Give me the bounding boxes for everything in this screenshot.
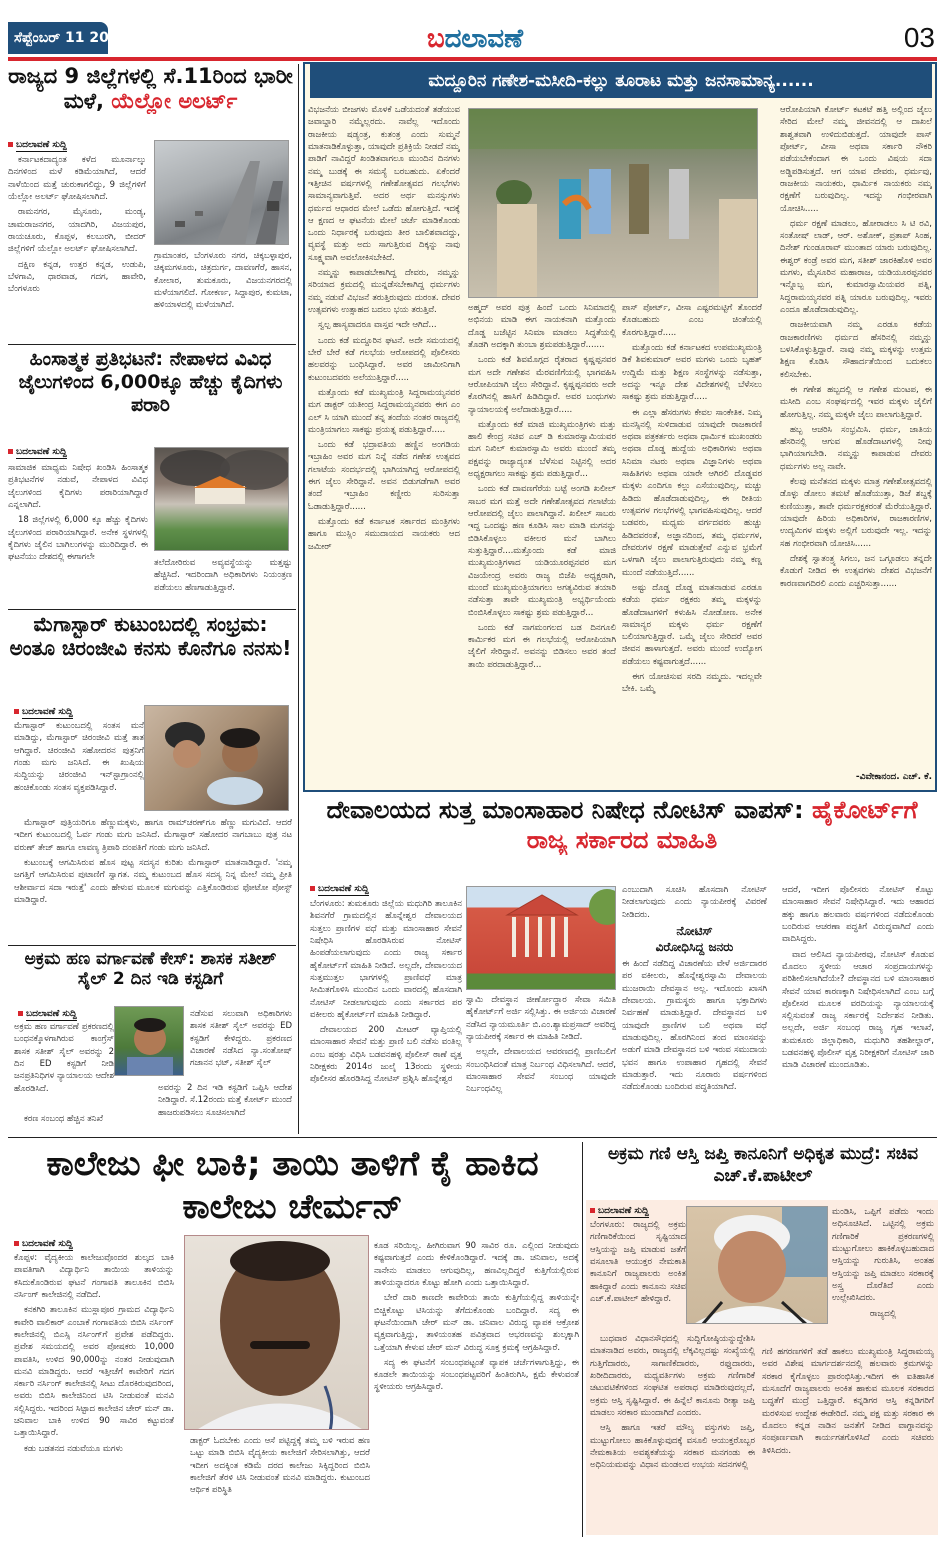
article-body-col4 [782,884,934,1128]
portrait-graphic [687,1207,828,1324]
sail-portrait [114,1006,184,1076]
column-divider [582,1142,583,1537]
newspaper-logo [360,22,590,56]
paragraph: ಸದ್ಯ ಈ ಘಟನೆಗೆ ಸಂಬಂಧಪಟ್ಟಂತೆ ವ್ಯಾಪಕ ಚರ್ಚೆಗಳಾಗುತ್ತಿದ್ದು, ಈ ಕೂಡಲೇ ತಾಯಿಯನ್ನು ಸಂಬಂಧಪಟ್ಟವರಿಗೆ ಹಿಂತಿರುಗಿಸಿ, ಕ್ಷಮೆ ಕೇಳುವಂತೆ ಸ್ಥಳೀಯರು ಆಗ್ರಹಿಸಿದ್ದಾರೆ. [374,1357,579,1393]
byline: ಬದಲಾವಣೆ ಸುದ್ದಿ [14,707,73,717]
bullet-icon [310,886,315,891]
article-body-col2 [190,1008,292,1080]
paragraph: ಮತ್ತೊಂದು ಕಡೆ ಕರ್ನಾಟಕ ಸರ್ಕಾರದ ಮಂತ್ರಿಗಳು ಹಾಗೂ ಮುಸ್ಲಿಂ ಸಮುದಾಯದ ನಾಯಕರು ಆದ ಜಮೀರ್ [308,517,460,552]
masthead-rule [8,57,937,61]
paragraph: ಈಗ ಯೋಚಿಸುವ ಸರದಿ ನಮ್ಮದು. ಇದಲ್ಲವೇ ಬೇಕಿ. ಒಮ್ಮೆ [622,672,762,695]
article-body-col2 [466,994,616,1128]
paragraph: ರಾಮನಗರ, ಮೈಸೂರು, ಮಂಡ್ಯ, ಚಾಮರಾಜನಗರ, ಯಾದಗಿರಿ, ವಿಜಯಪುರ, ರಾಯಚೂರು, ಕೊಪ್ಪಳ, ಕಲಬುರಗಿ, ಬೀದರ್ ಜಿಲ್ಲೆಗಳಿಗೆ ಯೆಲ್ಲೋ ಅಲರ್ಟ್ ಘೋಷಿಸಲಾಗಿದೆ. [8,207,146,255]
hair-shape [230,1241,330,1281]
car-shape [175,221,185,227]
editorial-title: ಮದ್ದೂರಿನ ಗಣೇಶ-ಮಸೀದಿ-ಕಲ್ಲು ತೂರಾಟ ಮತ್ತು ಜನಸಾಮಾನ್ಯ...... [310,64,932,98]
shirt-shape [127,1057,173,1076]
paragraph: ಗಣಿ ಹಗರಣಗಳಿಗೆ ತಡೆ ಹಾಕಲು ಮುಖ್ಯಮಂತ್ರಿ ಸಿದ್ದರಾಮಯ್ಯ ಅವರ ವಿಶೇಷ ಮಾರ್ಗದರ್ಶನದಲ್ಲಿ ಹಲವಾರು ಕ್ರಮಗಳನ್ನು ಸರಕಾರ ಕೈಗೊಳ್ಳಲು ಪ್ರಾರಂಭಿಸಿತ್ತು.ಇದೀಗ ಈ ಐತಿಹಾಸಿಕ ಮಸೂದೆಗೆ ರಾಜ್ಯಪಾಲರು ಅಂಕಿತ ಹಾಕುವ ಮೂಲಕ ಸರಕಾರದ ಬದ್ಧತೆಗೆ ಮುದ್ರೆ ಒತ್ತಿದ್ದಾರೆ. ಕನ್ನಡಿಗರ ಆಸ್ತಿ ಕನ್ನಡಿಗರಿಗೆ ಮರಳಿಸುವ ಉದ್ದೇಶ ಈಡೇರಿದೆ. ನಮ್ಮ ಪಕ್ಷ ಮತ್ತು ಸರಕಾರ ಈ ಮೊದಲು ಕನ್ನಡ ನಾಡಿನ ಜನತೆಗೆ ನೀಡಿದ ವಾಗ್ದಾನವನ್ನು ಸಂಪೂರ್ಣವಾಗಿ ಕಾರ್ಯಗತಗೊಳಿಸಿದೆ ಎಂದು ಸಚಿವರು ತಿಳಿಸಿದರು. [762,1347,934,1456]
clash-graphic [469,109,758,298]
paragraph: ಅಲ್ಲದೇ, ದೇವಾಲಯದ ಆವರಣದಲ್ಲಿ ಪ್ರಾಣಿಬಲಿಗೆ ಸಂಬಂಧಿಸಿದಂತೆ ಮಾತ್ರ ನಿರ್ಬಂಧ ವಿಧಿಸಲಾಗಿದೆ. ಆದರೆ, ಮಾಂಸಾಹಾರ ಸೇವನೆ ಸಂಬಂಧ ಯಾವುದೇ ನಿರ್ಬಂಧವಿಲ್ಲ [466,1047,616,1095]
subheading-line: ನೋಟಿಸ್ [676,924,713,938]
headline-nepal: ಹಿಂಸಾತ್ಮಕ ಪ್ರತಿಭಟನೆ: ನೇಪಾಳದ ವಿವಿಧ ಜೈಲುಗಳಿಂದ 6,000ಕ್ಕೂ ಹೆಚ್ಚು ಕೈದಿಗಳು ಪರಾರಿ [18,348,283,416]
paragraph: ಸ್ವಲ್ಪ ಹಾಸ್ಯವಾದರೂ ವಾಸ್ತವ ಇದೇ ಆಗಿದೆ... [318,320,437,331]
logo-first-letter: ಬ [426,24,445,54]
headline-temple [306,795,938,855]
paragraph: ಮತ್ತೊಂದು ಕಡೆ ಮಾಜಿ ಮುಖ್ಯಮಂತ್ರಿಗಳು ಮತ್ತು ಹಾಲಿ ಕೇಂದ್ರ ಸಚಿವ ಎಚ್ ಡಿ ಕುಮಾರಸ್ವಾಮಿಯವರ ಮಗ ನಿಖಿಲ್ ಕುಮಾರಸ್ವಾಮಿ ಅವರು ಮುಂದೆ ತಮ್ಮ ಪಕ್ಷವನ್ನು ರಾಜ್ಯಾದ್ಯಂತ ಬೆಳೆಸುವ ನಿಟ್ಟಿನಲ್ಲಿ ಅದರ ಅಧ್ಯಕ್ಷರಾಗಲು ಸಾಕಷ್ಟು ಶ್ರಮ ಪಡುತ್ತಿದ್ದಾರೆ... [468,419,616,480]
issue-date: ಸೆಪ್ಟೆಂಬರ್ 11 2025 [8,22,108,54]
byline: ಬದಲಾವಣೆ ಸುದ್ದಿ [18,1009,77,1019]
paragraph: ಈ ಗಣೇಶ ಹಬ್ಬದಲ್ಲಿ ಆ ಗಣೇಶ ಮಂಟಪ, ಈ ಮಸೀದಿ ಎಂಬ ಸಂಘರ್ಷದಲ್ಲಿ ಇವರ ಮಕ್ಕಳು ಜೈಲಿಗೆ ಹೋಗುತ್ತಿಲ್ಲ. ನಮ್ಮ ಮಕ್ಕಳೇ ಜೈಲು ಪಾಲಾಗುತ್ತಿದ್ದಾರೆ. [780,384,932,420]
paragraph: ಎಂಬುದಾಗಿ ಸೂಚಿಸಿ ಹೊಸದಾಗಿ ನೋಟಿಸ್ ನೀಡಲಾಗುವುದು ಎಂದು ನ್ಯಾಯಪೀಠಕ್ಕೆ ವಿವರಣೆ ನೀಡಿದರು. [622,885,767,920]
paragraph: ಕೆಲವು ಮನೆತನದ ಮಕ್ಕಳು ಮಾತ್ರ ಗಣೇಶೋತ್ಸವದಲ್ಲಿ ಡೊಳ್ಳು ಡೋಲು ತಮಟೆ ಹೊಡೆಯುತ್ತಾ, ಡಿಜೆ ಶಬ್ದಕ್ಕೆ ಕುಣಿಯುತ್ತಾ, ತಾವೇ ಧರ್ಮರಕ್ಷಕರಂತೆ ಮೆರೆಯುತ್ತಿದ್ದಾರೆ. ಯಾವುದೇ ಹಿರಿಯ ಅಧಿಕಾರಿಗಳ, ರಾಜಕಾರಣಿಗಳ, ಉದ್ಯಮಿಗಳ ಮಕ್ಕಳು ಅಲ್ಲಿಗೆ ಬರುವುದೇ ಇಲ್ಲ. ಇದನ್ನು ಸಹ ಗಂಭೀರವಾಗಿ ಯೋಚಿಸಿ...... [780,477,932,549]
headline-patil: ಅಕ್ರಮ ಗಣಿ ಆಸ್ತಿ ಜಪ್ತಿ ಕಾನೂನಿಗೆ ಅಧಿಕೃತ ಮುದ್ರೆ: ಸಚಿವ ಎಚ್.ಕೆ.ಪಾಟೀಲ್ [607,1144,919,1187]
article-body-col1 [8,462,148,602]
paragraph: ಮತ್ತೊಂದು ಕಡೆ ಕರ್ನಾಟಕದ ಉಪಮುಖ್ಯಮಂತ್ರಿ ಡಿಕೆ ಶಿವಕುಮಾರ್ ಅವರ ಮಗಳು ಒಂದು ಬೃಹತ್ ಉದ್ದಿಮೆ ಮತ್ತು ಶಿಕ್ಷಣ ಸಂಸ್ಥೆಗಳನ್ನು ನಡೆಸುತ್ತಾ, ಅದನ್ನು ಇನ್ನೂ ದೇಶ ವಿದೇಶಗಳಲ್ಲಿ ಬೆಳೆಸಲು ಸಾಕಷ್ಟು ಶ್ರಮ ಪಡುತ್ತಿದ್ದಾರೆ..... [622,342,762,403]
headline-highlight: ಯೆಲ್ಲೋ ಅಲರ್ಟ್ [111,89,238,114]
headline-college: ಕಾಲೇಜು ಫೀ ಬಾಕಿ; ತಾಯಿ ತಾಳಿಗೆ ಕೈ ಹಾಕಿದ ಕಾಲೇಜು ಚೇರ್ಮನ್ [46,1144,539,1227]
paragraph: ಈ ಹಿಂದೆ ನಡೆದಿದ್ದ ವಿಚಾರಣೆಯ ವೇಳೆ ಅರ್ಜಿದಾರರ ಪರ ವಕೀಲರು, ಹೊನ್ನೇಶ್ವರಸ್ವಾಮಿ ದೇವಾಲಯ ಮುಜರಾಯಿ ದೇವಸ್ಥಾನ ಅಲ್ಲ. ಇದೊಂದು ಖಾಸಗಿ ದೇವಾಲಯ. ಗ್ರಾಮಸ್ಥರು ಹಾಗೂ ಭಕ್ತಾದಿಗಳು ನಿರ್ವಹಣೆ ಮಾಡುತ್ತಿದ್ದಾರೆ. ದೇವಸ್ಥಾನದ ಬಳಿ ಯಾವುದೇ ಪ್ರಾಣಿಗಳ ಬಲಿ ಅಥವಾ ವಧೆ ಮಾಡುವುದಿಲ್ಲ. ಹೊರಗಿನಿಂದ ತಂದ ಮಾಂಸವನ್ನು ಅಡುಗೆ ಮಾಡಿ ದೇವಸ್ಥಾನದ ಬಳಿ ಇರುವ ಸಮುದಾಯ ಭವನ ಹಾಗೂ ಉಪಾಹಾರ ಗೃಹದಲ್ಲಿ ಸೇವನೆ ಮಾಡುತ್ತಾರೆ. ಇದು ನೂರಾರು ವರ್ಷಗಳಿಂದ ನಡೆದುಕೊಂಡು ಬಂದಿರುವ ಪದ್ಧತಿಯಾಗಿದೆ. [622,959,767,1093]
bus-shape [267,201,279,211]
editorial-col3 [622,302,762,787]
flyover-shape [255,181,283,245]
editorial-col1 [308,104,460,787]
headline-sail: ಅಕ್ರಮ ಹಣ ವರ್ಗಾವಣೆ ಕೇಸ್: ಶಾಸಕ ಸತೀಶ್ ಸೈಲ್ 2 ದಿನ ಇಡಿ ಕಸ್ಟಡಿಗೆ [24,949,277,990]
tree-shape [589,889,616,925]
helmet-shape [496,180,532,208]
hair-shape [134,1018,166,1032]
paragraph: ವಾದ ಆಲಿಸಿದ ನ್ಯಾಯಪೀಠವು, ನೋಟಿಸ್ ಕೊಡುವ ಮೊದಲು ಸ್ಥಳೀಯ ಆಚಾರ ಸಂಪ್ರದಾಯಗಳನ್ನು ಪರಿಶೀಲಿಸಲಾಗಿದೆಯೇ? ದೇವಸ್ಥಾನದ ಬಳಿ ಮಾಂಸಾಹಾರ ಸೇವನೆ ಯಾವ ಕಾರಣಕ್ಕಾಗಿ ನಿಷೇಧಿಸಲಾಗಿದೆ ಎಂಬ ಬಗ್ಗೆ ಪೊಲೀಸರ ಮೂಲಕ ವರದಿಯನ್ನು ನ್ಯಾಯಾಲಯಕ್ಕೆ ಸಲ್ಲಿಸುವಂತೆ ರಾಜ್ಯ ಸರ್ಕಾರಕ್ಕೆ ನಿರ್ದೇಶನ ನೀಡಿತು. ಅಲ್ಲದೇ, ಅರ್ಜಿ ಸಂಬಂಧ ರಾಜ್ಯ ಗೃಹ ಇಲಾಖೆ, ತುಮಕೂರು ಜಿಲ್ಲಾಧಿಕಾರಿ, ಮಧುಗಿರಿ ತಹಶೀಲ್ದಾರ್, ಬಡವನಹಳ್ಳಿ ಪೊಲೀಸ್ ವೃತ್ತ ನಿರೀಕ್ಷಕರಿಗೆ ನೋಟಿಸ್ ಜಾರಿ ಮಾಡಿ ವಿಚಾರಣೆ ಮುಂದೂಡಿತು. [782,949,934,1071]
article-body-col4 [762,1346,934,1533]
bullet-icon [8,142,13,147]
article-body-col2 [154,250,292,342]
article-divider [8,945,296,946]
paragraph: ದೇಶಕ್ಕೆ ಸ್ವಾತಂತ್ರ್ಯ ಸಿಗಲು, ಜನ ಒಗ್ಗೂಡಲು ತನ್ನದೇ ಕೊಡುಗೆ ನೀಡಿದ ಈ ಉತ್ಸವಗಳು ದೇಶದ ವಿಭಜನೆಗೆ ಕಾರಣವಾಗದಿರಲಿ ಎಂದು ಎಚ್ಚರಿಸುತ್ತಾ...... [780,553,932,589]
paragraph: ಆರೋಪಿಯಾಗಿ ಕೋರ್ಟ್ ಕಟಕಟೆ ಹತ್ತಿ ಅಲ್ಲಿಂದ ಜೈಲು ಸೇರಿದ ಮೇಲೆ ನಮ್ಮ ಜೀವನದಲ್ಲಿ ಆ ದಾಖಲೆ ಶಾಶ್ವತವಾಗಿ ಉಳಿದುಬಿಡುತ್ತದೆ. ಯಾವುದೇ ಪಾಸ್ ಪೋರ್ಟ್, ವೀಸಾ ಅಥವಾ ಸರ್ಕಾರಿ ನೌಕರಿ ಪಡೆಯಬೇಕೆಂದಾಗ ಈ ಒಂದು ವಿಷಯ ಸದಾ ಅಡ್ಡಿಪಡಿಸುತ್ತದೆ. ಆಗ ಯಾವ ದೇವರು, ಧರ್ಮವು, ರಾಜಕೀಯ ನಾಯಕರು, ಧಾರ್ಮಿಕ ನಾಯಕರು ನಮ್ಮ ರಕ್ಷಣೆಗೆ ಬರುವುದಿಲ್ಲ. ಇದನ್ನು ಗಂಭೀರವಾಗಿ ಯೋಚಿಸಿ..... [780,105,932,214]
article-divider [8,609,296,610]
paragraph: 18 ಜಿಲ್ಲೆಗಳಲ್ಲಿ 6,000 ಕ್ಕೂ ಹೆಚ್ಚು ಕೈದಿಗಳು ಜೈಲುಗಳಿಂದ ಪರಾರಿಯಾಗಿದ್ದಾರೆ. ಅನೇಕ ಸ್ಥಳಗಳಲ್ಲಿ ಕೈದಿಗಳು ಜೈಲಿನ ಬಾಗಿಲುಗಳನ್ನು ಮುರಿದಿದ್ದಾರೆ. ಈ ಘಟನೆಯು ದೇಶದಲ್ಲಿ ಈಗಾಗಲೇ [8,515,148,563]
headline-text: ರಾಜ್ಯದ 9 ಜಿಲ್ಲೆಗಳಲ್ಲಿ ಸೆ.11ರಿಂದ ಭಾರೀ ಮಳೆ, [8,64,293,114]
paragraph: ಹಬ್ಬ ಆಚರಿಸಿ ಸಂಭ್ರಮಿಸಿ. ಧರ್ಮ, ಜಾತಿಯ ಹೆಸರಿನಲ್ಲಿ ಆಗುವ ಹೊಡೆದಾಟಗಳಲ್ಲಿ ನೀವು ಭಾಗಿಯಾಗಬೇಡಿ. ನಮ್ಮನ್ನು ಕಾಪಾಡುವ ದೇವರು ಧರ್ಮಗಳು ಅಲ್ಲ ನಾವೇ. [780,424,932,472]
paragraph: ಅಕ್ರಮ ಹಣ ವರ್ಗಾವಣೆ ಪ್ರಕರಣದಲ್ಲಿ ಬಂಧನಕ್ಕೊಳಗಾಗಿರುವ ಕಾಂಗ್ರೆಸ್ ಶಾಸಕ ಸತೀಶ್ ಸೈಲ್ ಅವರನ್ನು 2 ದಿನ ED ಕಸ್ಟಡಿಗೆ ನೀಡಿ ಜನಪ್ರತಿನಿಧಿಗಳ ನ್ಯಾಯಾಲಯ ಆದೇಶ ಹೊರಡಿಸಿದೆ. [14,1022,114,1094]
article-body-col3 [374,1240,579,1537]
paragraph: ಕೂಡ ಸರಿಯಿಲ್ಲ. ಹೀಗಿರುವಾಗ 90 ಸಾವಿರ ರೂ. ಎಲ್ಲಿಂದ ನೀಡುವುದು ಕಷ್ಟವಾಗುತ್ತದೆ ಎಂದು ಕೇಳಿಕೊಂಡಿದ್ದಾರೆ. ಇದಕ್ಕೆ ಡಾ. ಚನಿವಾಲ, ಅದಕ್ಕೆ ನಾನೇನು ಮಾಡಲು ಆಗುವುದಿಲ್ಲ, ಹಣವಿಲ್ಲದಿದ್ದರೆ ಕುತ್ತಿಗೆಯಲ್ಲಿರುವ ತಾಳಿಯನ್ನಾದರೂ ಕೊಟ್ಟು ಹೋಗಿ ಎಂದು ಒತ್ತಾಯಿಸಿದ್ದಾರೆ. [374,1241,579,1288]
clash-photo [468,108,758,298]
headline-rain [8,64,293,114]
bullet-icon [14,1241,19,1246]
paragraph: ನಮ್ಮನ್ನು ಕಾಪಾಡಬೇಕಾಗಿದ್ದ ದೇವರು, ನಮ್ಮನ್ನು ಸರಿಯಾದ ಕ್ರಮದಲ್ಲಿ ಮುನ್ನಡೆಸಬೇಕಾಗಿದ್ದ ಧರ್ಮಗಳು ನಮ್ಮ ನಡುವೆ ವಿಭಜನೆ ತರುತ್ತಿರುವುದು ದುರಂತ. ದೇವರ ಉತ್ಸವಗಳು ಉತ್ಸಾಹದ ಬದಲು ಭಯ ತರುತ್ತಿವೆ. [308,268,460,315]
byline: ಬದಲಾವಣೆ ಸುದ್ದಿ [8,140,67,150]
court-graphic [467,887,616,990]
byline: ಬದಲಾವಣೆ ಸುದ್ದಿ [590,1206,649,1216]
paragraph: ಅವರನ್ನು 2 ದಿನ ಇಡಿ ಕಸ್ಟಡಿಗೆ ಒಪ್ಪಿಸಿ ಆದೇಶ ನೀಡಿದ್ದಾರೆ. ಸೆ.12ರಂದು ಮತ್ತೆ ಕೋರ್ಟ್ ಮುಂದೆ ಹಾಜರುಪಡಿಸಲು ಸೂಚಿಸಲಾಗಿದೆ [158,1083,292,1118]
face-shape [718,1231,786,1303]
article-body-col3 [622,958,767,1128]
baby-blanket-shape [207,777,263,805]
article-body-col1-end [14,1113,154,1127]
police-shape [497,204,537,298]
high-court-photo [466,886,616,990]
hair-shape [220,728,260,748]
article-divider [8,344,296,345]
family-graphic [145,706,289,811]
portrait-graphic [185,1236,369,1430]
article-body-col2 [190,1435,370,1535]
headline-highlight: ಹೈಕೋರ್ಟ್‌ಗೆ ರಾಜ್ಯ ಸರ್ಕಾರದ ಮಾಹಿತಿ [526,796,918,854]
logo-rest: ದಲಾವಣೆ [444,24,524,54]
paragraph: ತಲೆದೋರಿರುವ ಅವ್ಯವಸ್ಥೆಯನ್ನು ಮತ್ತಷ್ಟು ಹೆಚ್ಚಿಸಿದೆ. ಇದರಿಂದಾಗಿ ಅಧಿಕಾರಿಗಳು ನಿಯಂತ್ರಣ ಪಡೆಯಲು ಹೆಣಗಾಡುತ್ತಿದ್ದಾರೆ. [154,558,292,593]
paragraph: ಕರಣ ಸಂಬಂಧ ಹೆಚ್ಚಿನ ತನಿಖೆ [24,1114,104,1124]
paragraph: ಆದರೆ, ಇದೀಗ ಪೊಲೀಸರು ನೋಟಿಸ್ ಕೊಟ್ಟು ಮಾಂಸಾಹಾರ ಸೇವನೆ ನಿಷೇಧಿಸಿದ್ದಾರೆ. ಇದು ಆಹಾರದ ಹಕ್ಕು ಹಾಗೂ ಹಲವಾರು ವರ್ಷಗಳಿಂದ ನಡೆದುಕೊಂಡು ಬಂದಿರುವ ಆಚರಣಾ ಪದ್ಧತಿಗೆ ವಿರುದ್ಧವಾಗಿದೆ ಎಂದು ವಾದಿಸಿದ್ದರು. [782,885,934,945]
article-body-col2-end [158,1082,292,1132]
editorial-col4 [780,104,932,769]
column-shape [564,917,568,957]
paragraph: ಒಂದು ಕಡೆ ದಾವಣಗೆರೆಯ ಬಟ್ಟೆ ಅಂಗಡಿ ಖಲೀಲ್ ಸಾಬರ ಮಗ ಮತ್ತೆ ಅದೇ ಗಣೇಶೋತ್ಸವದ ಗಲಾಟೆಯ ಆರೋಪದಲ್ಲಿ ಜೈಲು ಪಾಲಾಗಿದ್ದಾನೆ. ಖಲೀಲ್ ಸಾಬರು ಇದ್ದ ಒಂದಷ್ಟು ಹಣ ಕೂಡಿಸಿ ಸಾಲ ಮಾಡಿ ಮಗನನ್ನು ಬಿಡಿಸಿಕೊಳ್ಳಲು ವಕೀಲರ ಮನೆ ಬಾಗಿಲು ಸುತ್ತುತ್ತಿದ್ದಾರೆ....ಮತ್ತೊಂದು ಕಡೆ ಮಾಜಿ ಮುಖ್ಯಮಂತ್ರಿಗಳಾದ ಯಡಿಯೂರಪ್ಪನವರ ಮಗ ವಿಜಯೇಂದ್ರ ಅವರು ರಾಜ್ಯ ಬಿಜೆಪಿ ಅಧ್ಯಕ್ಷರಾಗಿ, ಮುಂದೆ ಮುಖ್ಯಮಂತ್ರಿಯಾಗಲು ಅಗತ್ಯವಿರುವ ತಯಾರಿ ನಡೆಸುತ್ತಾ ತಾವೇ ಮುಖ್ಯಮಂತ್ರಿ ಅಭ್ಯರ್ಥಿಯೆಂದು ಬಿಂಬಿಸಿಕೊಳ್ಳಲು ಸಾಕಷ್ಟು ಶ್ರಮ ಪಡುತ್ತಿದ್ದಾರೆ... [468,484,616,618]
paragraph: ಒಂದು ಕಡೆ ಶಿವಮೊಗ್ಗದ ರೈತರಾದ ಕೃಷ್ಣಪ್ಪನವರ ಮಗ ಅದೇ ಗಣೇಶನ ಮೆರವಣಿಗೆಯಲ್ಲಿ ಭಾಗವಹಿಸಿ ಆರೋಪಿಯಾಗಿ ಜೈಲು ಸೇರಿದ್ದಾನೆ. ಕೃಷ್ಣಪ್ಪನವರು ಅದೇ ಕೊರಗಿನಲ್ಲಿ ಹಾಸಿಗೆ ಹಿಡಿದಿದ್ದಾರೆ. ಅವರ ಬಂಧುಗಳು ನ್ಯಾಯಾಲಯಕ್ಕೆ ಅಲೆದಾಡುತ್ತಿದ್ದಾರೆ..... [468,355,616,415]
flyover-graphic [155,141,289,245]
article-body-col3 [590,1333,755,1533]
page-number: 03 [903,22,935,53]
face-shape [173,740,201,768]
paragraph: ಬುಧವಾರ ವಿಧಾನಸೌಧದಲ್ಲಿ ಸುದ್ದಿಗೋಷ್ಠಿಯನ್ನುದ್ದೇಶಿಸಿ ಮಾತನಾಡಿದ ಅವರು, ರಾಜ್ಯದಲ್ಲಿ ಲೆಕ್ಕವಿಲ್ಲದಷ್ಟು ಸಂಖ್ಯೆಯಲ್ಲಿ ಗುತ್ತಿಗೆದಾರರು, ಸಾಗಾಣಿಕೆದಾರರು, ರಫ್ತುದಾರರು, ಖರೀದಿದಾರರು, ಮಧ್ಯವರ್ತಿಗಳು ಅಕ್ರಮ ಗಣಿಗಾರಿಕೆ ಚಟುವಟಿಕೆಗಳಿಂದ ಸಂಘಟಿತ ಅಪರಾಧ ಮಾಡಿರುವುದಲ್ಲದೆ, ಅಕ್ರಮ ಆಸ್ತಿ ಸೃಷ್ಟಿಸಿದ್ದಾರೆ. ಈ ಹಿನ್ನೆಲೆ ಕಾನೂನು ರೀತ್ಯಾ ಜಪ್ತಿ ಮಾಡಲು ಸರಕಾರ ಮುಂದಾಗಿದೆ ಎಂದರು. [590,1334,755,1418]
paragraph: ಧರ್ಮ ರಕ್ಷಣೆ ಮಾಡಲು, ಹೋರಾಡಲು ಸಿ ಟಿ ರವಿ, ಸಂತೋಷ್ ಲಾಡ್, ಆರ್. ಅಶೋಕ್, ಪ್ರತಾಪ್ ಸಿಂಹ, ದಿನೇಶ್ ಗುಂಡೂರಾವ್ ಮುಂತಾದ ಯಾರು ಬರುವುದಿಲ್ಲ. ಈಶ್ವರ್ ಕಂಡ್ರೆ ಅವರ ಮಗ, ಸತೀಶ್ ಜಾರಕಿಹೊಳಿ ಅವರ ಮಗಳು, ಮೈಸೂರಿನ ಮಹಾರಾಜ, ಯಡಿಯೂರಪ್ಪನವರ ಇನ್ನೊಬ್ಬ ಮಗ, ಕುಮಾರಸ್ವಾಮಿಯವರ ಪತ್ನಿ, ಸಿದ್ದರಾಮಯ್ಯನವರ ಪತ್ನಿ ಯಾರೂ ಬರುವುದಿಲ್ಲ. ಇವರು ಎಂದೂ ಹೊಡೆದಾಡುವುದಿಲ್ಲ. [780,218,932,315]
paragraph: ಒಂದು ಕಡೆ ನಾಗಮಂಗಲದ ಬಡ ದಿನಗೂಲಿ ಕಾರ್ಮಿಕರ ಮಗ ಈ ಗಲಭೆಯಲ್ಲಿ ಆರೋಪಿಯಾಗಿ ಜೈಲಿಗೆ ಸೇರಿದ್ದಾನೆ. ಅವನನ್ನು ಬಿಡಿಸಲು ಅವರ ತಂದೆ ತಾಯಿ ಪರದಾಡುತ್ತಿದ್ದಾರೆ... [468,622,616,670]
paragraph: ಅಷ್ಟು ದೊಡ್ಡ ದೊಡ್ಡ ಮಾತನಾಡುವ ಎರಡೂ ಕಡೆಯ ಧರ್ಮ ರಕ್ಷಕರು ತಮ್ಮ ಮಕ್ಕಳನ್ನು ಹೊಡೆದಾಟಗಳಿಗೆ ಕಳುಹಿಸಿ ನೋಡೋಣ. ಅನೇಕ ಸಾಮಾನ್ಯರ ಮಕ್ಕಳು ಧರ್ಮ ರಕ್ಷಣೆಗೆ ಬಲಿಯಾಗುತ್ತಿದ್ದಾರೆ. ಒಮ್ಮೆ ಜೈಲು ಸೇರಿದರೆ ಅವರ ಜೀವನ ಹಾಳಾಗುತ್ತದೆ. ಅವರು ಮುಂದೆ ಉದ್ಯೋಗ ಪಡೆಯಲು ಕಷ್ಟವಾಗುತ್ತದೆ...... [622,582,762,667]
column-shape [551,917,555,957]
paragraph: ಒಂದು ಕಡೆ ಭದ್ರಾವತಿಯ ಹಣ್ಣಿನ ಅಂಗಡಿಯ ಇಬ್ರಾಹಿಂ ಅವರ ಮಗ ನಿನ್ನೆ ನಡೆದ ಗಣೇಶ ಉತ್ಸವದ ಗಲಾಟೆಯ ಸಂದರ್ಭದಲ್ಲಿ ಭಾಗಿಯಾಗಿದ್ದ ಆರೋಪದಲ್ಲಿ ಈಗ ಜೈಲು ಸೇರಿದ್ದಾನೆ. ಅವನ ಬಿಡುಗಡೆಗಾಗಿ ಅವರ ತಂದೆ ಇಬ್ರಾಹಿಂ ಕಣ್ಣೀರು ಸುರಿಸುತ್ತಾ ಓಡಾಡುತ್ತಿದ್ದಾರೆ...... [308,440,460,512]
paragraph: ಕೊಪ್ಪಳ: ವೈದ್ಯಕೀಯ ಕಾಲೇಜುವೊಂದರ ಶುಲ್ಕದ ಬಾಕಿ ಪಾವತಿಗಾಗಿ ವಿದ್ಯಾರ್ಥಿನಿ ತಾಯಿಯ ತಾಳಿಯನ್ನು ಕಸಿದುಕೊಂಡಿರುವ ಘಟನೆ ಗಂಗಾವತಿ ತಾಲೂಕಿನ ಬಿಬಿಸಿ ನರ್ಸಿಂಗ್ ಕಾಲೇಜಿನಲ್ಲಿ ನಡೆದಿದೆ. [14,1253,174,1300]
byline: ಬದಲಾವಣೆ ಸುದ್ದಿ [8,447,67,457]
paragraph: ದಕ್ಷಿಣ ಕನ್ನಡ, ಉತ್ತರ ಕನ್ನಡ, ಉಡುಪಿ, ಬೆಳಗಾವಿ, ಧಾರವಾಡ, ಗದಗ, ಹಾವೇರಿ, ಬೆಂಗಳೂರು [8,259,146,295]
editorial-author: -ವಿವೇಕಾನಂದ. ಎಚ್. ಕೆ. [855,772,932,782]
bullet-icon [8,449,13,454]
mustache-shape [250,1341,310,1349]
paragraph: ಈ ಎಲ್ಲಾ ಹೆಸರುಗಳು ಕೇವಲ ಸಾಂಕೇತಿಕ. ನಿಮ್ಮ ಮನಸ್ಸಿನಲ್ಲಿ ಸುಳಿದಾಡುವ ಯಾವುದೇ ರಾಜಕಾರಣಿ ಅಥವಾ ಪತ್ರಕರ್ತರು ಅಥವಾ ಧಾರ್ಮಿಕ ಮುಖಂಡರು ಅಥವಾ ದೊಡ್ಡ ಹುದ್ದೆಯ ಅಧಿಕಾರಿಗಳು ಅಥವಾ ಸಿನಿಮಾ ನಟರು ಅಥವಾ ವಿಜ್ಞಾನಿಗಳು ಅಥವಾ ಸಾಹಿತಿಗಳು ಅಥವಾ ಯಾರೇ ಆಗಿರಲಿ ದೊಡ್ಡವರ ಮಕ್ಕಳು ಎಂದಿಗೂ ಕಲ್ಲು ಎಸೆಯುವುದಿಲ್ಲ, ಮಚ್ಚು ಹಿಡಿದು ಹೊಡೆದಾಡುವುದಿಲ್ಲ, ಈ ರೀತಿಯ ಉತ್ಸವಗಳ ಗಲಭೆಗಳಲ್ಲಿ ಭಾಗವಹಿಸುವುದಿಲ್ಲ. ಆದರೆ ಬಡವರು, ಮಧ್ಯಮ ವರ್ಗದವರು ಹುಚ್ಚು ಹಿಡಿದವರಂತೆ, ಅಜ್ಞಾನದಿಂದ, ತಮ್ಮ ಧರ್ಮಗಳ, ದೇವರುಗಳ ರಕ್ಷಣೆ ಮಾಡುತ್ತೇವೆ ಎನ್ನುವ ಭ್ರಮೆಗೆ ಒಳಗಾಗಿ ಜೈಲು ಪಾಲಾಗುತ್ತಿರುವುದು ನಮ್ಮ ಕಣ್ಣ ಮುಂದೆ ನಡೆಯುತ್ತಿದೆ...... [622,407,762,578]
column-shape [525,917,529,957]
bullet-icon [590,1208,595,1213]
subheading-line: ವಿರೋಧಿಸಿದ್ದ ಜನರು [655,939,734,954]
article-body-col3-top [622,884,767,922]
paragraph: ಅಹ್ಮದ್ ಅವರ ಪುತ್ರ ಹಿಂದೆ ಒಂದು ಸಿನಿಮಾದಲ್ಲಿ ಅಭಿನಯ ಮಾಡಿ ಈಗ ನಾಯಕನಾಗಿ ಮತ್ತೊಂದು ದೊಡ್ಡ ಬಜೆಟ್ಟಿನ ಸಿನಿಮಾ ಮಾಡಲು ಸಿದ್ಧತೆಯಲ್ಲಿ ತೊಡಗಿ ಅದಕ್ಕಾಗಿ ತುಂಬಾ ಶ್ರಮಪಡುತ್ತಿದ್ದಾರೆ....... [468,303,616,350]
police-shape [719,199,758,298]
column-shape [538,917,542,957]
paragraph: ಮೆಗಾಸ್ಟಾರ್ ಪುತ್ರಿಯರಿಗೂ ಹೆಣ್ಣುಮಕ್ಕಳು, ಹಾಗೂ ರಾಮ್‌ಚರಣ್‌ಗೂ ಹೆಣ್ಣು ಮಗುವಿದೆ. ಆದರೆ ಇದೀಗ ಕುಟುಂಬದಲ್ಲಿ ಓರ್ವ ಗಂಡು ಮಗು ಜನಿಸಿದೆ. ಮೆಗಾಸ್ಟಾರ್ ಸಹೋದರ ನಾಗಬಾಬು ಪುತ್ರ ನಟ ವರುಣ್ ತೇಜ್ ಹಾಗೂ ಲಾವಣ್ಯ ತ್ರಿಪಾಠಿ ದಂಪತಿಗೆ ಗಂಡು ಮಗು ಜನಿಸಿದೆ. [14,818,292,853]
paragraph: ಪಾಸ್ ಪೋರ್ಟ್, ವೀಸಾ ಎಷ್ಟರಮಟ್ಟಿಗೆ ತೊಂದರೆ ಕೊಡಬಹುದು ಎಂಬ ಚಿಂತೆಯಲ್ಲಿ ಕೊರಗುತ್ತಿದ್ದಾರೆ..... [622,303,762,338]
patil-photo [686,1206,828,1324]
article-body-col1 [590,1219,686,1331]
paragraph: ರಾಜಕೀಯವಾಗಿ ನಮ್ಮ ಎರಡೂ ಕಡೆಯ ರಾಜಕಾರಣಿಗಳು ಧರ್ಮದ ಹೆಸರಿನಲ್ಲಿ ನಮ್ಮನ್ನು ಬಳಸಿಕೊಳ್ಳುತ್ತಿದ್ದಾರೆ. ನಾವು ನಮ್ಮ ಮಕ್ಕಳನ್ನು ಉತ್ತಮ ಶಿಕ್ಷಣ ಕೊಡಿಸಿ ಸೌಹಾರ್ದತೆಯಿಂದ ಬದುಕಲು ಕಲಿಸಬೇಕು. [780,320,932,380]
byline: ಬದಲಾವಣೆ ಸುದ್ದಿ [14,1239,73,1249]
byline: ಬದಲಾವಣೆ ಸುದ್ದಿ [310,884,369,894]
article-body-col1 [14,1021,114,1111]
megastar-photo [144,705,289,811]
person-shape [629,164,649,234]
paragraph: ಗ್ರಾಮಾಂತರ, ಬೆಂಗಳೂರು ನಗರ, ಚಿಕ್ಕಬಳ್ಳಾಪುರ, ಚಿಕ್ಕಮಗಳೂರು, ಚಿತ್ರದುರ್ಗ, ದಾವಣಗೆರೆ, ಹಾಸನ, ಕೋಲಾರ, ತುಮಕೂರು, ವಿಜಯನಗರದಲ್ಲಿ ಮಳೆಯಾಗಲಿದೆ. ಗೋಕರ್ಣ, ಸಿದ್ದಾಪುರ, ಕುಮಟಾ, ಹಳಿಯಾಳದಲ್ಲಿ ಮಳೆಯಾಗಿದೆ. [154,251,292,311]
paragraph: ಕನಕಗಿರಿ ತಾಲೂಕಿನ ಮುಸ್ಲಾಪೂರ ಗ್ರಾಮದ ವಿದ್ಯಾರ್ಥಿನಿ ಕಾವೇರಿ ವಾಲಿಕಾರ್ ಎಂಬಾಕೆ ಗಂಗಾವತಿಯ ಬಿಬಿಸಿ ನರ್ಸಿಂಗ್ ಕಾಲೇಜಿನಲ್ಲಿ ಬಿಎಸ್ಸಿ ನರ್ಸಿಂಗ್‌ಗೆ ಪ್ರವೇಶ ಪಡೆದಿದ್ದರು. ಪ್ರವೇಶ ಸಮಯದಲ್ಲಿ ಅವರ ಪೋಷಕರು 10,000 ಪಾವತಿಸಿ, ಉಳಿದ 90,000ನ್ನು ನಂತರ ನೀಡುವುದಾಗಿ ಮನವಿ ಮಾಡಿದ್ದರು. ಆದರೆ ಇತ್ತೀಚೆಗೆ ಕಾವೇರಿಗೆ ಗದಗ ಸರ್ಕಾರಿ ನರ್ಸಿಂಗ್ ಕಾಲೇಜಿನಲ್ಲಿ ಸೀಟು ದೊರಕಿರುವುದರಿಂದ, ಅವರು ಬಿಬಿಸಿ ಕಾಲೇಜಿನಿಂದ ಟಿಸಿ ನೀಡುವಂತೆ ಮನವಿ ಸಲ್ಲಿಸಿದ್ದರು. ಇದರಿಂದ ಸಿಟ್ಟಾದ ಕಾಲೇಜಿನ ಚೇರ್ ಮನ್ ಡಾ. ಚನಿವಾಲ ಬಾಕಿ ಉಳಿದ 90 ಸಾವಿರ ಕಟ್ಟುವಂತೆ ಒತ್ತಾಯಿಸಿದ್ದಾರೆ. [14,1305,174,1439]
portrait-graphic [115,1007,184,1076]
person-shape [589,169,611,234]
paragraph: ಬೇರೆ ದಾರಿ ಕಾಣದೇ ಕಾವೇರಿಯ ತಾಯಿ ಕುತ್ತಿಗೆಯಲ್ಲಿದ್ದ ತಾಳಿಯನ್ನೇ ಬಿಚ್ಚಿಕೊಟ್ಟು ಟಿಸಿಯನ್ನು ತೆಗೆದುಕೊಂಡು ಬಂದಿದ್ದಾರೆ. ಸದ್ಯ ಈ ಘಟನೆಯಿಂದಾಗಿ ಚೇರ್ ಮನ್ ಡಾ. ಚನಿವಾಲ ವಿರುದ್ಧ ವ್ಯಾಪಕ ಆಕ್ರೋಶ ವ್ಯಕ್ತವಾಗುತ್ತಿದ್ದು, ತಾಳಿಯಂತಹ ಪವಿತ್ರವಾದ ಆಭರಣವನ್ನು ಶುಲ್ಕಕ್ಕಾಗಿ ಒತ್ತೆಯಾಗಿ ಕೇಳುವ ಚೇರ್ ಮನ್ ವಿರುದ್ಧ ಸೂಕ್ತ ಕ್ರಮಕ್ಕೆ ಆಗ್ರಹಿಸಿದ್ದಾರೆ. [374,1293,579,1353]
subheading [622,924,767,955]
section-divider [8,1137,937,1138]
nepal-fire-photo [154,447,289,551]
paragraph: ವಿಭಜನೆಯ ಬೀಜಗಳು ಮೊಳಕೆ ಒಡೆಯದಂತೆ ತಡೆಯುವ ಜವಾಬ್ದಾರಿ ನಮ್ಮೆಲ್ಲರದು. ನಾವೆಲ್ಲ ಇದೊಂದು ರಾಜಕೀಯ ಷಡ್ಯಂತ್ರ, ಕುತಂತ್ರ ಎಂದು ಸುಮ್ಮನೆ ಮಾತನಾಡಿಕೊಳ್ಳುತ್ತಾ, ಯಾವುದೇ ಪ್ರತಿಕ್ರಿಯೆ ನೀಡದೆ ನಮ್ಮ ಪಾಡಿಗೆ ನಾವಿದ್ದರೆ ಖಂಡಿತವಾಗಲೂ ಮುಂದಿನ ದಿನಗಳು ನಮ್ಮ ಬುಡಕ್ಕೆ ಈ ಸಮಸ್ಯೆ ಬರಬಹುದು. ಏಕೆಂದರೆ ಇತ್ತೀಚಿನ ವರ್ಷಗಳಲ್ಲಿ ಗಣೇಶೋತ್ಸವದ ಗಲಭೆಗಳು ಸಾಮಾನ್ಯವಾಗುತ್ತಿವೆ. ಅದರ ಅರ್ಥ ಮನಸ್ಸುಗಳು ಧರ್ಮದ ಆಧಾರದ ಮೇಲೆ ಒಡೆದು ಹೋಗುತ್ತಿದೆ. ಇದಕ್ಕೆ ಆ ಕ್ಷಣದ ಆ ಘಟನೆಯ ಮೇಲೆ ಚರ್ಚೆ ಮಾಡಿಕೊಂಡು ಒಂದು ನಿರ್ಧಾರಕ್ಕೆ ಬರುವುದು ತೀರ ಬಾಲಿಶವಾದದ್ದು, ವ್ಯವಸ್ಥೆ ಮತ್ತು ಅದು ಸಾಗುತ್ತಿರುವ ದಿಕ್ಕನ್ನು ನಾವು ಸೂಕ್ಷ್ಮವಾಗಿ ಅವಲೋಕಿಸಬೇಕಿದೆ. [308,105,460,263]
paragraph: ಮತ್ತೊಂದು ಕಡೆ ಮುಖ್ಯಮಂತ್ರಿ ಸಿದ್ದರಾಮಯ್ಯನವರ ಮಗ ಡಾಕ್ಟರ್ ಯತೀಂದ್ರ ಸಿದ್ದರಾಮಯ್ಯನವರು ಈಗ ಎಂ ಎಲ್ ಸಿ ಯಾಗಿ ಮುಂದೆ ತನ್ನ ತಂದೆಯ ನಂತರ ರಾಜ್ಯದಲ್ಲಿ ಮಂತ್ರಿಯಾಗಲು ಸಾಕಷ್ಟು ಪ್ರಯತ್ನ ಪಡುತ್ತಿದ್ದಾರೆ..... [308,387,460,435]
paragraph: ಸ್ವಾಮಿ ದೇವಸ್ಥಾನ ಜೀರ್ಣೋದ್ಧಾರ ಸೇವಾ ಸಮಿತಿ ಹೈಕೋರ್ಟ್‌ಗೆ ಅರ್ಜಿ ಸಲ್ಲಿಸಿತ್ತು. ಈ ಅರ್ಜಿಯ ವಿಚಾರಣೆ ನಡೆಸಿದ ನ್ಯಾಯಮೂರ್ತಿ ಬಿ.ಎಂ.ಶ್ಯಾಮಪ್ರಸಾದ್ ಅವರಿದ್ದ ನ್ಯಾಯಪೀಠಕ್ಕೆ ಸರ್ಕಾರ ಈ ಮಾಹಿತಿ ನೀಡಿದೆ. [466,995,616,1042]
person-shape [669,169,689,239]
article-body-col2 [832,1206,934,1331]
rain-photo [154,140,289,245]
person-shape [559,179,581,239]
editorial-col2 [468,302,616,787]
paragraph: ದೇವಾಲಯದ 200 ಮೀಟರ್ ವ್ಯಾಪ್ತಿಯಲ್ಲಿ ಮಾಂಸಾಹಾರ ಸೇವನೆ ಮತ್ತು ಪ್ರಾಣಿ ಬಲಿ ನಡೆಸು ವಂತಿಲ್ಲ ಎಂಬ ಷರತ್ತು ವಿಧಿಸಿ ಬಡವನಹಳ್ಳಿ ಪೊಲೀಸ್ ಠಾಣೆ ವೃತ್ತ ನಿರೀಕ್ಷಕರು 2014ರ ಜುಲೈ 13ರಂದು ಸ್ಥಳೀಯ ಪೊಲೀಸರ ಹೊರಡಿಸಿದ್ದ ನೋಟಿಸ್ ಪ್ರಶ್ನಿಸಿ ಹೊನ್ನೇಶ್ವರ [310,1025,462,1085]
paragraph: ಒಂದು ಕಡೆ ಮದ್ದೂರಿನ ಘಟನೆ. ಅದೇ ಸಮಯದಲ್ಲಿ ಬೇರೆ ಬೇರೆ ಕಡೆ ಗಲಭೆಯ ಆರೋಪದಲ್ಲಿ ಪೊಲೀಸರು ಹಲವರನ್ನು ಬಂಧಿಸಿದ್ದಾರೆ. ಅವರ ಜಾಮೀನಿಗಾಗಿ ಕುಟುಂಬದವರು ಅಲೆಯುತ್ತಿದ್ದಾರೆ..... [308,335,460,383]
paragraph: ಕಡು ಬಡತನದ ನಡುವೆಯೂ ಮಗಳು [24,1443,123,1454]
paragraph: ಬೆಂಗಳೂರು: ತುಮಕೂರು ಜಿಲ್ಲೆಯ ಮಧುಗಿರಿ ತಾಲೂಕಿನ ಶಿವನಗೆರೆ ಗ್ರಾಮದಲ್ಲಿನ ಹೊನ್ನೇಶ್ವರ ದೇವಾಲಯದ ಸುತ್ತಲು ಪ್ರಾಣಿಗಳ ವಧೆ ಮತ್ತು ಮಾಂಸಾಹಾರ ಸೇವನೆ ನಿಷೇಧಿಸಿ ಹೊರಡಿಸಿರುವ ನೋಟಿಸ್ ಹಿಂಪಡೆಯಲಾಗುವುದು ಎಂದು ರಾಜ್ಯ ಸರ್ಕಾರ ಹೈಕೋರ್ಟ್‌ಗೆ ಮಾಹಿತಿ ನೀಡಿದೆ. ಅಲ್ಲದೇ, ದೇವಾಲಯದ ಸುತ್ತಮುತ್ತಲ ಭಾಗಗಳಲ್ಲಿ ಪ್ರಾಣಿವಧೆ ಮಾತ್ರ ಸೀಮಿತಗೊಳಿಸಿ ಮುಂದಿನ ಒಂದು ವಾರದಲ್ಲಿ ಹೊಸದಾಗಿ ನೋಟಿಸ್ ನೀಡಲಾಗುವುದು ಎಂದು ಸರ್ಕಾರದ ಪರ ವಕೀಲರು ಹೈಕೋರ್ಟ್‌ಗೆ ಮಾಹಿತಿ ನೀಡಿದ್ದಾರೆ. [310,899,462,1020]
fire-graphic [155,448,289,551]
shirt-shape [195,1404,365,1431]
car-shape [195,211,203,216]
article-body-col1 [14,720,144,816]
paragraph: ಸಾಮಾಜಿಕ ಮಾಧ್ಯಮ ನಿಷೇಧ ಖಂಡಿಸಿ ಹಿಂಸಾತ್ಮಕ ಪ್ರತಿಭಟನೆಗಳ ನಡುವೆ, ನೇಪಾಳದ ವಿವಿಧ ಜೈಲುಗಳಿಂದ ಕೈದಿಗಳು ಪರಾರಿಯಾಗಿದ್ದಾರೆ ಎನ್ನಲಾಗಿದೆ. [8,463,148,510]
paragraph: ಕುಟುಂಬಕ್ಕೆ ಆಗಮಿಸಿರುವ ಹೊಸ ಪುಟ್ಟ ಸದಸ್ಯನ ಕುರಿತು ಮೆಗಾಸ್ಟಾರ್ ಮಾತನಾಡಿದ್ದಾರೆ. 'ನಮ್ಮ ಜಗತ್ತಿಗೆ ಆಗಮಿಸಿರುವ ಪುಟಾಣಿಗೆ ಸ್ವಾಗತ. ನಮ್ಮ ಕುಟುಂಬದ ಹೊಸ ಸದಸ್ಯ ನಿನ್ನ ಮೇಲೆ ನಮ್ಮ ಪ್ರೀತಿ ಆಶೀರ್ವಾದ ಸದಾ ಇರುತ್ತೆ' ಎಂದು ಹೇಳುವ ಮೂಲಕ ಮಗುವನ್ನು ಎತ್ತಿಕೊಂಡಿರುವ ಫೋಟೋ ಪೋಸ್ಟ್ ಮಾಡಿದ್ದಾರೆ. [14,857,292,905]
headline-text: ದೇವಾಲಯದ ಸುತ್ತ ಮಾಂಸಾಹಾರ ನಿಷೇಧ ನೋಟಿಸ್ ವಾಪಸ್: [326,796,804,824]
paragraph: ಬೆಂಗಳೂರು: ರಾಜ್ಯದಲ್ಲಿ ಅಕ್ರಮ ಗಣಿಗಾರಿಕೆಯಿಂದ ಸೃಷ್ಟಿಯಾದ ಆಸ್ತಿಯನ್ನು ಜಪ್ತಿ ಮಾಡುವ ಜತೆಗೆ ವಸೂಲಾತಿ ಆಯುಕ್ತರ ನೇಮಕಾತಿ ಕಾನೂನಿಗೆ ರಾಜ್ಯಪಾಲರು ಅಂಕಿತ ಹಾಕಿದ್ದಾರೆ ಎಂದು ಕಾನೂನು ಸಚಿವ ಎಚ್.ಕೆ.ಪಾಟೀಲ್ ಹೇಳಿದ್ದಾರೆ. [590,1220,686,1304]
article-body-col2 [154,557,292,607]
headline-megastar: ಮೆಗಾಸ್ಟಾರ್ ಕುಟುಂಬದಲ್ಲಿ ಸಂಭ್ರಮ: ಅಂತೂ ಚಿರಂಜೀವಿ ಕನಸು ಕೊನೆಗೂ ನನಸು! [9,612,292,660]
bullet-icon [14,709,19,714]
article-body-col1 [14,1252,174,1537]
article-body-col1 [8,154,146,339]
paragraph: ಮಂಡಿಸಿ, ಒಪ್ಪಿಗೆ ಪಡೆದು ಇಂದು ಅಧಿಸೂಚಿಸಿದೆ. ಒಟ್ಟಿನಲ್ಲಿ ಅಕ್ರಮ ಗಣಿಗಾರಿಕೆ ಪ್ರಕರಣಗಳಲ್ಲಿ ಮುಟ್ಟುಗೋಲು ಹಾಕಿಕೊಳ್ಳಬಹುದಾದ ಆಸ್ತಿಯನ್ನು ಗುರುತಿಸಿ, ಅಂತಹ ಆಸ್ತಿಯನ್ನು ಜಪ್ತಿ ಮಾಡಲು ಸರಕಾರಕ್ಕೆ ಅಸ್ತ್ರ ದೊರೆತಿದೆ ಎಂದು ಉಲ್ಲೇಖಿಸಿದರು. [832,1207,934,1304]
article-body-full [14,817,292,942]
chairman-portrait [184,1235,369,1430]
column-shape [512,917,516,957]
paragraph: ಡಾಕ್ಟರ್ ಓದಬೇಕು ಎಂದು ಆಸೆ ಪಟ್ಟಿದ್ದಕ್ಕೆ ತಮ್ಮ ಬಳಿ ಇರುವ ಹಣ ಒಟ್ಟು ಮಾಡಿ ಬಿಬಿಸಿ ವೈದ್ಯಕೀಯ ಕಾಲೇಜಿಗೆ ಸೇರಿಸಲಾಗಿತ್ತು, ಆದರೆ ಇದೀಗ ಅದಕ್ಕಿಂತ ಕಡಿಮೆ ದರದ ಕಾಲೇಜು ಸಿಕ್ಕಿದ್ದರಿಂದ ಬಿಬಿಸಿ ಕಾಲೇಜಿಗೆ ತೆರಳಿ ಟಿಸಿ ನೀಡುವಂತೆ ಮನವಿ ಮಾಡಿದ್ದರು. ಕುಟುಂಬದ ಆರ್ಥಿಕ ಪರಿಸ್ಥಿತಿ [190,1436,370,1496]
trees-shape [469,109,758,149]
paragraph: ಮೆಗಾಸ್ಟಾರ್ ಕುಟುಂಬದಲ್ಲಿ ಸಂತಸ ಮನೆ ಮಾಡಿದ್ದು, ಮೆಗಾಸ್ಟಾರ್ ಚಿರಂಜೀವಿ ಮತ್ತೆ ತಾತ ಆಗಿದ್ದಾರೆ. ಚಿರಂಜೀವಿ ಸಹೋದರನ ಪುತ್ರನಿಗೆ ಗಂಡು ಮಗು ಜನಿಸಿದೆ. ಈ ಖುಷಿಯ ಸುದ್ದಿಯನ್ನು ಚಿರಂಜೀವಿ ಇನ್‌ಸ್ಟಾಗ್ರಾಂನಲ್ಲಿ ಹಂಚಿಕೊಂಡು ಸಂತಸ ವ್ಯಕ್ತಪಡಿಸಿದ್ದಾರೆ. [14,721,144,793]
road-shape [215,161,260,245]
paragraph: ನಡೆಸುವ ಸಲುವಾಗಿ ಅಧಿಕಾರಿಗಳು ಶಾಸಕ ಸತೀಶ್ ಸೈಲ್ ಅವರನ್ನು ED ಕಸ್ಟಡಿಗೆ ಕೇಳಿದ್ದರು. ಪ್ರಕರಣದ ವಿಚಾರಣೆ ನಡೆಸಿದ ನ್ಯಾ.ಸಂತೋಷ್ ಗಜಾನನ ಭಟ್, ಸತೀಶ್ ಸೈಲ್ [190,1009,292,1069]
article-body-col1 [310,898,462,1128]
paragraph: ರಾಜ್ಯದಲ್ಲಿ [869,1308,897,1319]
paragraph: ಕರ್ನಾಟಕದಾದ್ಯಂತ ಕಳೆದ ಮೂರ್ನಾಲ್ಕು ದಿನಗಳಿಂದ ಮಳೆ ಕಡಿಮೆಯಾಗಿದೆ, ಆದರೆ ನಾಳೆಯಿಂದ ಮತ್ತೆ ಚುರುಕಾಗಲಿದ್ದು, 9 ಜಿಲ್ಲೆಗಳಿಗೆ ಯೆಲ್ಲೋ ಅಲರ್ಟ್ ಘೋಷಿಸಲಾಗಿದೆ. [8,155,146,202]
paragraph: ಆಸ್ತಿ ಹಾಗೂ ಇತರೆ ಮೌಲ್ಯ ವಸ್ತುಗಳು ಜಪ್ತಿ, ಮುಟ್ಟುಗೋಲು ಹಾಕಿಕೊಳ್ಳುವುದಕ್ಕೆ ವಸೂಲಿ ಆಯುಕ್ತರೊಬ್ಬರ ನೇಮಕಾತಿಯ ಅವಶ್ಯಕತೆಯನ್ನು ಸರಕಾರ ಮನಗಂಡು ಈ ಅಧಿನಿಯಮವನ್ನು ವಿಧಾನ ಮಂಡಲದ ಉಭಯ ಸದನಗಳಲ್ಲಿ [590,1423,755,1471]
bullet-icon [18,1011,23,1016]
pediment-shape [507,895,577,915]
building-shape [195,486,245,504]
column-divider [298,64,299,1134]
